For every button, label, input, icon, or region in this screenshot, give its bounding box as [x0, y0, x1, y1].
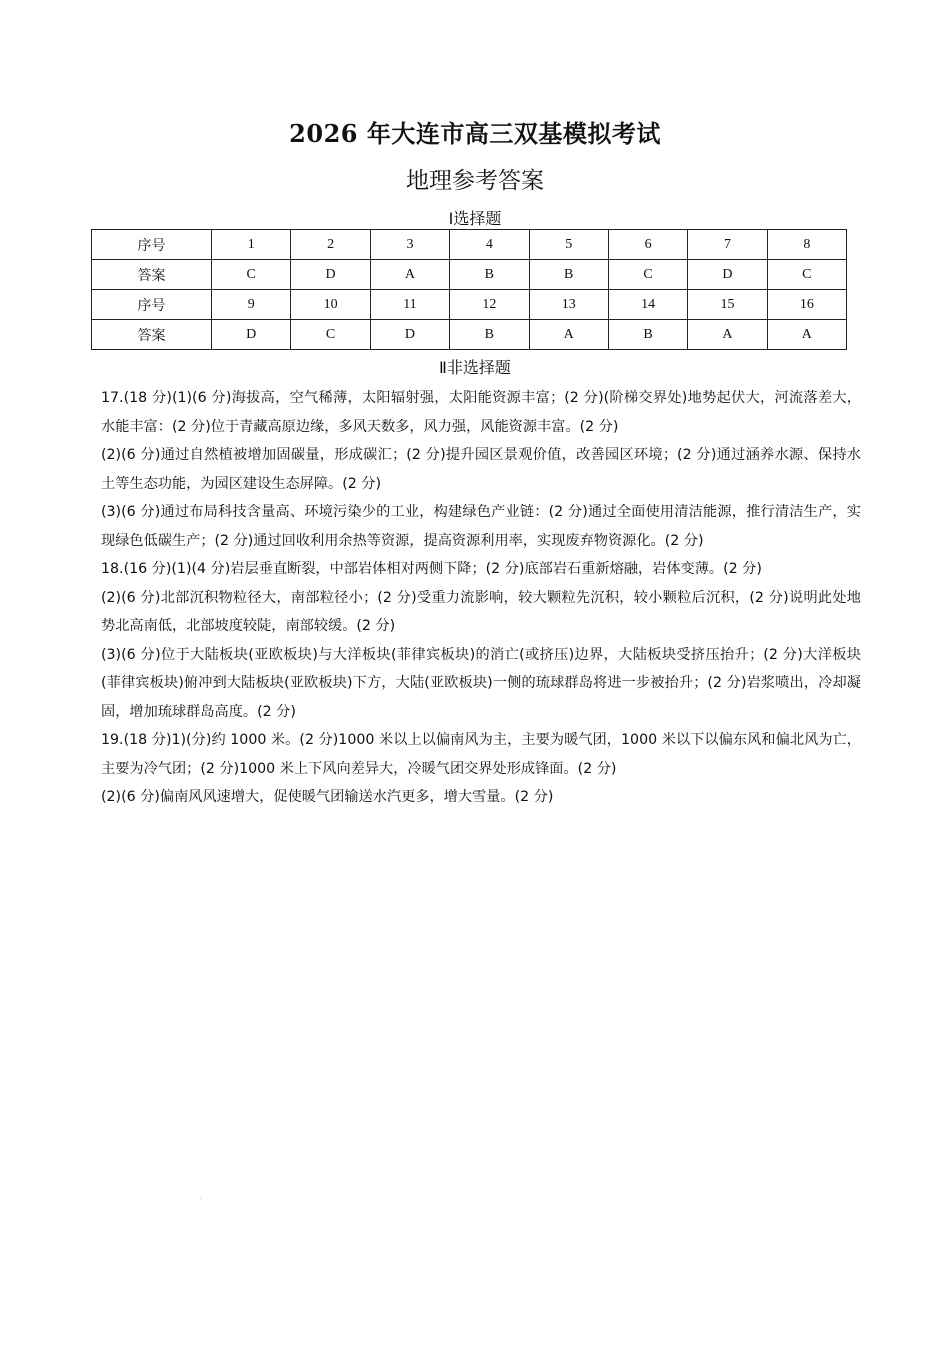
answer-cell: A	[529, 320, 608, 350]
row-label-answer: 答案	[92, 260, 212, 290]
answer-cell: C	[608, 260, 687, 290]
question-number-cell: 16	[767, 290, 846, 320]
answer-cell: B	[608, 320, 687, 350]
row-label-answer: 答案	[92, 320, 212, 350]
table-row-numbers-2	[92, 290, 847, 320]
answer-cell: D	[212, 320, 291, 350]
question-number-cell: 8	[767, 230, 846, 260]
question-number-cell: 6	[608, 230, 687, 260]
question-number-cell: 3	[370, 230, 449, 260]
question-number-cell: 4	[450, 230, 529, 260]
question-number-cell: 11	[370, 290, 449, 320]
free-response-answers	[101, 384, 861, 812]
question-number-cell: 15	[688, 290, 767, 320]
answer-cell: B	[529, 260, 608, 290]
question-number-cell: 12	[450, 290, 529, 320]
answer-paragraph-q17-3: (3)(6 分)通过布局科技含量高、环境污染少的工业，构建绿色产业链：(2 分)通过全面使用清洁能源，推行清洁生产，实现绿色低碳生产；(2 分)通过回收利用余热等资源，提高资源利用率，实现废弃物资源化。(2 分)	[101, 504, 861, 549]
answer-cell: D	[370, 320, 449, 350]
answer-paragraph-q18-1: 18.(16 分)(1)(4 分)岩层垂直断裂，中部岩体相对两侧下降；(2 分)底部岩石重新熔融，岩体变薄。(2 分)	[101, 561, 762, 577]
question-number-cell: 1	[212, 230, 291, 260]
answer-cell: B	[450, 260, 529, 290]
table-row-answers-1	[92, 260, 847, 290]
row-label-number: 序号	[92, 290, 212, 320]
answer-paragraph-q18-3: (3)(6 分)位于大陆板块(亚欧板块)与大洋板块(菲律宾板块)的消亡(或挤压)边界，大陆板块受挤压抬升；(2 分)大洋板块(菲律宾板块)俯冲到大陆板块(亚欧板块)下方，大陆(亚欧板块)一侧的琉球群岛将进一步被抬升；(2 分)岩浆喷出，冷却凝固，增加琉球群岛高度。(2 分)	[101, 646, 861, 720]
answer-cell: A	[370, 260, 449, 290]
answer-cell: C	[767, 260, 846, 290]
page-title: 2026 年大连市高三双基模拟考试	[289, 119, 661, 148]
scan-speck: .	[200, 1194, 202, 1201]
question-number-cell: 10	[291, 290, 370, 320]
question-number-cell: 2	[291, 230, 370, 260]
section-heading-free-response: Ⅱ非选择题	[439, 358, 511, 377]
page-subtitle: 地理参考答案	[406, 168, 544, 194]
answer-cell: C	[291, 320, 370, 350]
answer-cell: D	[688, 260, 767, 290]
question-number-cell: 9	[212, 290, 291, 320]
table-row-numbers-1	[92, 230, 847, 260]
multiple-choice-answer-table	[91, 229, 847, 350]
question-number-cell: 7	[688, 230, 767, 260]
answer-cell: C	[212, 260, 291, 290]
question-number-cell: 14	[608, 290, 687, 320]
answer-cell: A	[767, 320, 846, 350]
answer-paragraph-q17-2: (2)(6 分)通过自然植被增加固碳量，形成碳汇；(2 分)提升园区景观价值，改善园区环境；(2 分)通过涵养水源、保持水土等生态功能，为园区建设生态屏障。(2 分)	[101, 447, 861, 492]
row-label-number: 序号	[92, 230, 212, 260]
answer-cell: D	[291, 260, 370, 290]
answer-cell: B	[450, 320, 529, 350]
answer-paragraph-q18-2: (2)(6 分)北部沉积物粒径大，南部粒径小；(2 分)受重力流影响，较大颗粒先沉积，较小颗粒后沉积，(2 分)说明此处地势北高南低，北部坡度较陡，南部较缓。(2 分)	[101, 589, 861, 634]
question-number-cell: 5	[529, 230, 608, 260]
section-heading-multiple-choice: Ⅰ选择题	[448, 209, 502, 228]
table-row-answers-2	[92, 320, 847, 350]
answer-paragraph-q19-2: (2)(6 分)偏南风风速增大，促使暖气团输送水汽更多，增大雪量。(2 分)	[101, 789, 554, 805]
answer-cell: A	[688, 320, 767, 350]
answer-paragraph-q17-1: 17.(18 分)(1)(6 分)海拔高，空气稀薄，太阳辐射强，太阳能资源丰富；(2 分)(阶梯交界处)地势起伏大，河流落差大，水能丰富：(2 分)位于青藏高原边缘，多风天数多，风力强，风能资源丰富。(2 分)	[101, 390, 861, 435]
answer-paragraph-q19-1: 19.(18 分)1)(分)约 1000 米。(2 分)1000 米以上以偏南风为主，主要为暖气团，1000 米以下以偏东风和偏北风为亡，主要为冷气团；(2 分)1000 米上下风向差异大，冷暖气团交界处形成锋面。(2 分)	[101, 732, 861, 777]
question-number-cell: 13	[529, 290, 608, 320]
